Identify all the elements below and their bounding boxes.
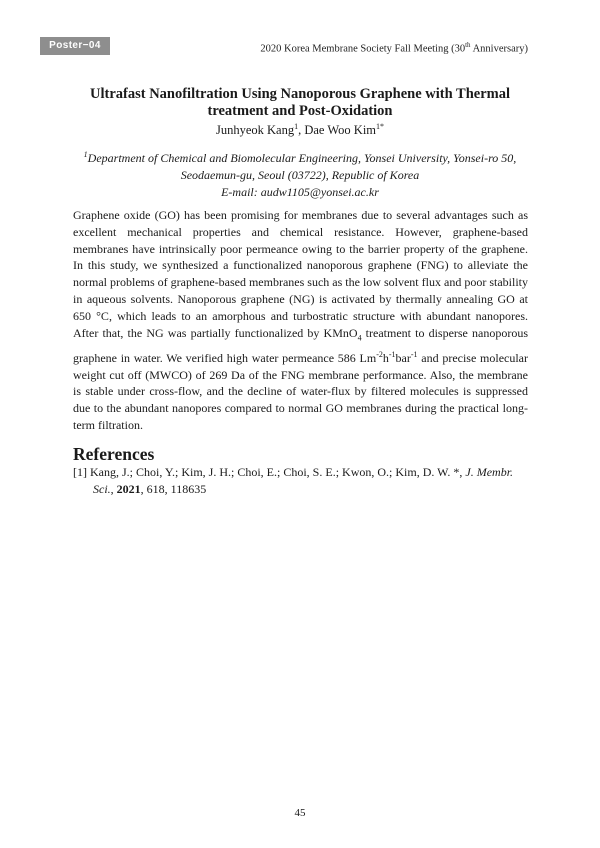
- reference-year: 2021: [116, 481, 141, 496]
- reference-number: [1]: [73, 465, 87, 479]
- author-list: [60, 122, 540, 138]
- conference-text: 2020 Korea Membrane Society Fall Meeting (30: [260, 43, 466, 55]
- reference-details: , 618, 118635: [140, 481, 207, 496]
- affiliation-dept: Department of Chemical and Biomolecular Engineering, Yonsei University, Yonsei-ro 50,: [87, 151, 517, 165]
- title-line-2: treatment and Post-Oxidation: [207, 103, 393, 119]
- poster-badge: Poster−04: [40, 37, 110, 55]
- abstract-paragraph: [73, 207, 528, 434]
- unit-sup-3: -1: [410, 349, 418, 359]
- conference-header: [260, 41, 528, 55]
- author-1-affil: 1: [294, 122, 299, 131]
- affiliation-marker: 1: [83, 150, 88, 159]
- affiliation-email: E-mail: audw1105@yonsei.ac.kr: [221, 185, 379, 199]
- author-2: Dae Woo Kim: [304, 123, 377, 138]
- title-line-1: Ultrafast Nanofiltration Using Nanoporous Graphene with Thermal: [90, 86, 510, 102]
- affiliation: [60, 146, 540, 201]
- paper-title: [60, 86, 540, 120]
- unit-sup-1: -2: [376, 349, 383, 359]
- reference-continuation: [73, 481, 528, 498]
- abstract-part-2: treatment to disperse nanoporous graphene in water. We verified high water permeance 586 Lm: [73, 325, 529, 365]
- reference-item: [73, 464, 528, 498]
- abstract-part-1: Graphene oxide (GO) has been promising for membranes due to several advantages such as excellent mechanical properties and chemical resistance. However, graphene-based membranes have intrinsically poor permeance owing to the barrier property of the graphene. In this study, we synthesized a functionalized nanoporous graphene (FNG) to alleviate the normal problems of graphene-based membranes such as the low solvent flux and poor stability in aqueous solvents. Nanoporous graphene (NG) is activated by thermally annealing GO at 650 °C, which leads to an amorphous and turbostratic structure with abundant nanopores. After that, the NG was partially functionalized by KMnO: [73, 208, 528, 340]
- author-2-affil: 1*: [376, 122, 385, 131]
- author-separator: ,: [298, 123, 305, 138]
- unit-bar: bar: [395, 350, 411, 365]
- unit-h: h: [382, 350, 389, 365]
- reference-comma: ,: [110, 481, 117, 496]
- conference-ordinal: th: [465, 41, 471, 49]
- page-number: 45: [294, 807, 306, 819]
- abstract: [73, 207, 528, 434]
- reference-authors: Kang, J.; Choi, Y.; Kim, J. H.; Choi, E.; Choi, S. E.; Kwon, O.; Kim, D. W. *,: [87, 465, 466, 479]
- reference-journal-1: J. Membr.: [465, 465, 514, 479]
- reference-journal-2: Sci.: [93, 481, 111, 496]
- kmno4-subscript: 4: [357, 332, 362, 342]
- conference-text-end: Anniversary): [470, 43, 528, 55]
- unit-sup-2: -1: [388, 349, 396, 359]
- affiliation-line-1: [60, 146, 540, 167]
- references-heading: References: [73, 444, 155, 464]
- abstract-part-3: and precise molecular weight cut off (MWCO) of 269 Da of the FNG membrane performance. Also, the membrane is stable under cross-flow, and the decline of water-flux by filtered molecules is suppressed due to the abundant nanopores compared to normal GO membranes during the practical long-term filtration.: [73, 350, 528, 432]
- affiliation-line-2: Seodaemun-gu, Seoul (03722), Republic of Korea: [180, 168, 420, 182]
- author-1: Junhyeok Kang: [215, 123, 295, 138]
